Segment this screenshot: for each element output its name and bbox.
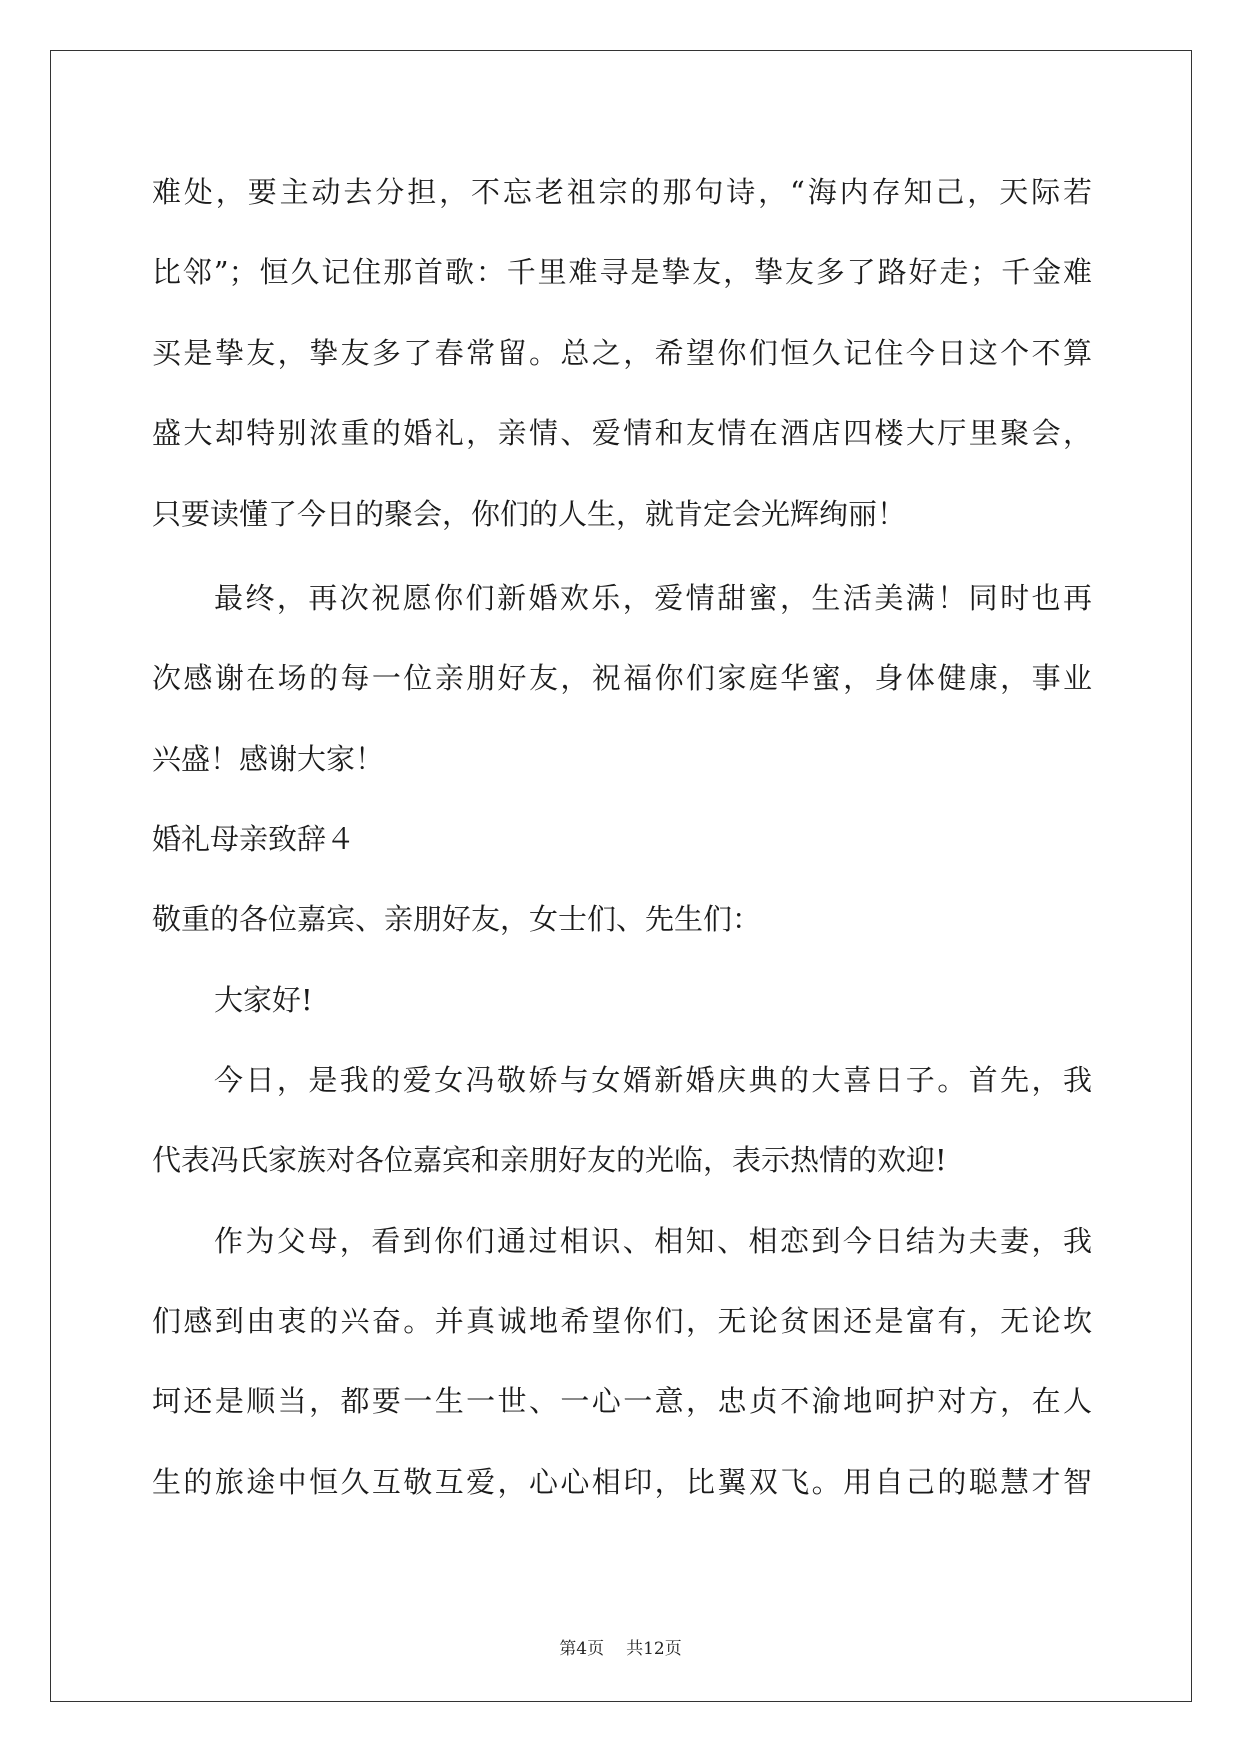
page-total: 共12页 xyxy=(626,1639,682,1659)
body-text-line: 只要读懂了今日的聚会，你们的人生，就肯定会光辉绚丽！ xyxy=(152,497,907,531)
body-text-line: 们感到由衷的兴奋。并真诚地希望你们，无论贫困还是富有，无论坎 xyxy=(152,1304,1092,1338)
body-text-line: 次感谢在场的每一位亲朋好友，祝福你们家庭华蜜，身体健康，事业 xyxy=(152,661,1092,695)
body-text-line: 难处，要主动去分担，不忘老祖宗的那句诗，“海内存知己，天际若 xyxy=(152,175,1092,209)
page-border xyxy=(50,50,1192,1702)
page-footer xyxy=(0,1637,1241,1661)
body-text-line: 坷还是顺当，都要一生一世、一心一意，忠贞不渝地呵护对方，在人 xyxy=(152,1384,1092,1418)
body-text-line: 兴盛！感谢大家！ xyxy=(152,742,385,776)
salutation-line: 敬重的各位嘉宾、亲朋好友，女士们、先生们： xyxy=(152,902,762,936)
section-heading: 婚礼母亲致辞４ xyxy=(152,822,356,856)
body-text-line: 盛大却特别浓重的婚礼，亲情、爱情和友情在酒店四楼大厅里聚会， xyxy=(152,416,1092,450)
paragraph-first-line: 今日，是我的爱女冯敬娇与女婿新婚庆典的大喜日子。首先，我 xyxy=(214,1063,1092,1097)
page-number: 第4页 xyxy=(559,1639,605,1659)
body-text-line: 买是挚友，挚友多了春常留。总之，希望你们恒久记住今日这个不算 xyxy=(152,336,1092,370)
body-text-line: 比邻”；恒久记住那首歌：千里难寻是挚友，挚友多了路好走；千金难 xyxy=(152,255,1092,289)
greeting-line: 大家好! xyxy=(214,983,313,1017)
paragraph-first-line: 作为父母，看到你们通过相识、相知、相恋到今日结为夫妻，我 xyxy=(214,1224,1092,1258)
body-text-line: 生的旅途中恒久互敬互爱，心心相印，比翼双飞。用自己的聪慧才智 xyxy=(152,1465,1092,1499)
paragraph-first-line: 最终，再次祝愿你们新婚欢乐，爱情甜蜜，生活美满！同时也再 xyxy=(214,581,1092,615)
body-text-line: 代表冯氏家族对各位嘉宾和亲朋好友的光临，表示热情的欢迎! xyxy=(152,1143,947,1177)
